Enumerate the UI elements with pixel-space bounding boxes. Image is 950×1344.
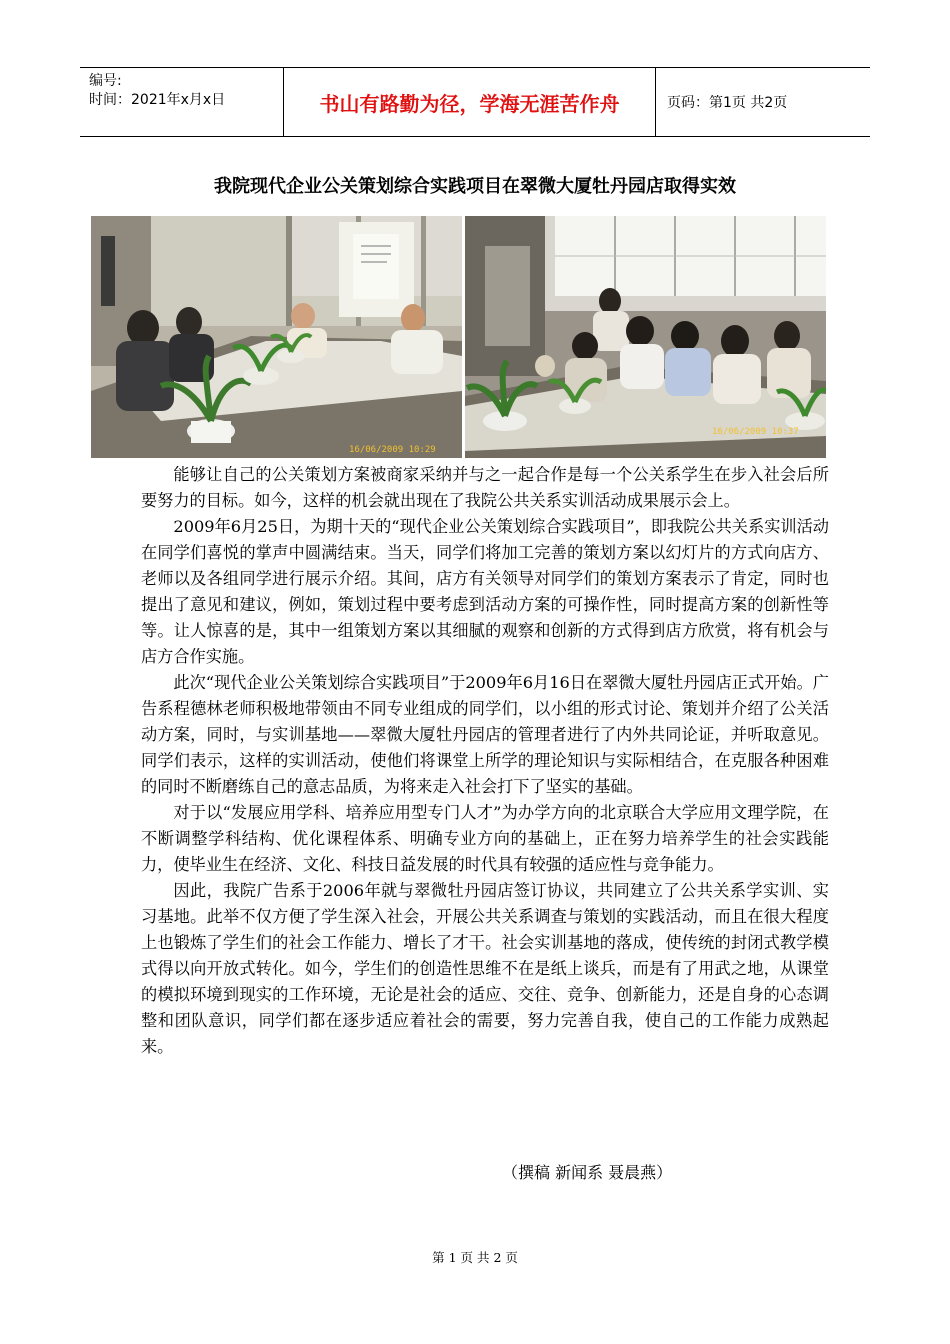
header-motto: 书山有路勤为径，学海无涯苦作舟	[283, 68, 656, 136]
number-label: 编号:	[89, 73, 122, 89]
time-label: 时间：2021年x月x日	[89, 92, 226, 108]
photo-1-timestamp: 16/06/2009 10:29	[349, 445, 436, 455]
header-page-label: 页码：第1页 共2页	[667, 95, 788, 111]
paragraph-2: 2009年6月25日，为期十天的“现代企业公关策划综合实践项目”，即我院公共关系实训活动在同学们喜悦的掌声中圆满结束。当天，同学们将加工完善的策划方案以幻灯片的方式向店方、老师以及各组同学进行展示介绍。其间，店方有关领导对同学们的策划方案表示了肯定，同时也提出了意见和建议，例如，策划过程中要考虑到活动方案的可操作性，同时提高方案的创新性等等。让人惊喜的是，其中一组策划方案以其细腻的观察和创新的方式得到店方欣赏，将有机会与店方合作实施。	[141, 517, 829, 666]
article-body	[141, 462, 829, 1060]
meeting-photo-2	[465, 216, 826, 458]
document-header	[80, 67, 870, 137]
paragraph-1: 能够让自己的公关策划方案被商家采纳并与之一起合作是每一个公关系学生在步入社会后所要努力的目标。如今，这样的机会就出现在了我院公共关系实训活动成果展示会上。	[141, 465, 829, 510]
article-title: 我院现代企业公关策划综合实践项目在翠微大厦牡丹园店取得实效	[214, 176, 736, 197]
meeting-photo-1	[91, 216, 462, 458]
header-meta	[80, 68, 283, 136]
photo-2-timestamp: 16/06/2009 10:37	[712, 427, 799, 437]
paragraph-5: 因此，我院广告系于2006年就与翠微牡丹园店签订协议，共同建立了公共关系学实训、实习基地。此举不仅方便了学生深入社会，开展公共关系调查与策划的实践活动，而且在很大程度上也锻炼了学生们的社会工作能力、增长了才干。社会实训基地的落成，使传统的封闭式教学模式得以向开放式转化。如今，学生们的创造性思维不在是纸上谈兵，而是有了用武之地，从课堂的模拟环境到现实的工作环境，无论是社会的适应、交往、竞争、创新能力，还是自身的心态调整和团队意识，同学们都在逐步适应着社会的需要，努力完善自我，使自己的工作能力成熟起来。	[141, 881, 829, 1056]
paragraph-3: 此次“现代企业公关策划综合实践项目”于2009年6月16日在翠微大厦牡丹园店正式开始。广告系程德林老师积极地带领由不同专业组成的同学们，以小组的形式讨论、策划并介绍了公关活动方案，同时，与实训基地——翠微大厦牡丹园店的管理者进行了内外共同论证，并听取意见。同学们表示，这样的实训活动，使他们将课堂上所学的理论知识与实际相结合，在克服各种困难的同时不断磨练自己的意志品质，为将来走入社会打下了坚实的基础。	[141, 673, 829, 796]
page-footer: 第 1 页 共 2 页	[432, 1250, 518, 1265]
paragraph-4: 对于以“发展应用学科、培养应用型专门人才”为办学方向的北京联合大学应用文理学院，在不断调整学科结构、优化课程体系、明确专业方向的基础上，正在努力培养学生的社会实践能力，使毕业生在经济、文化、科技日益发展的时代具有较强的适应性与竞争能力。	[141, 803, 829, 874]
byline: （撰稿 新闻系 聂晨燕）	[502, 1163, 673, 1182]
